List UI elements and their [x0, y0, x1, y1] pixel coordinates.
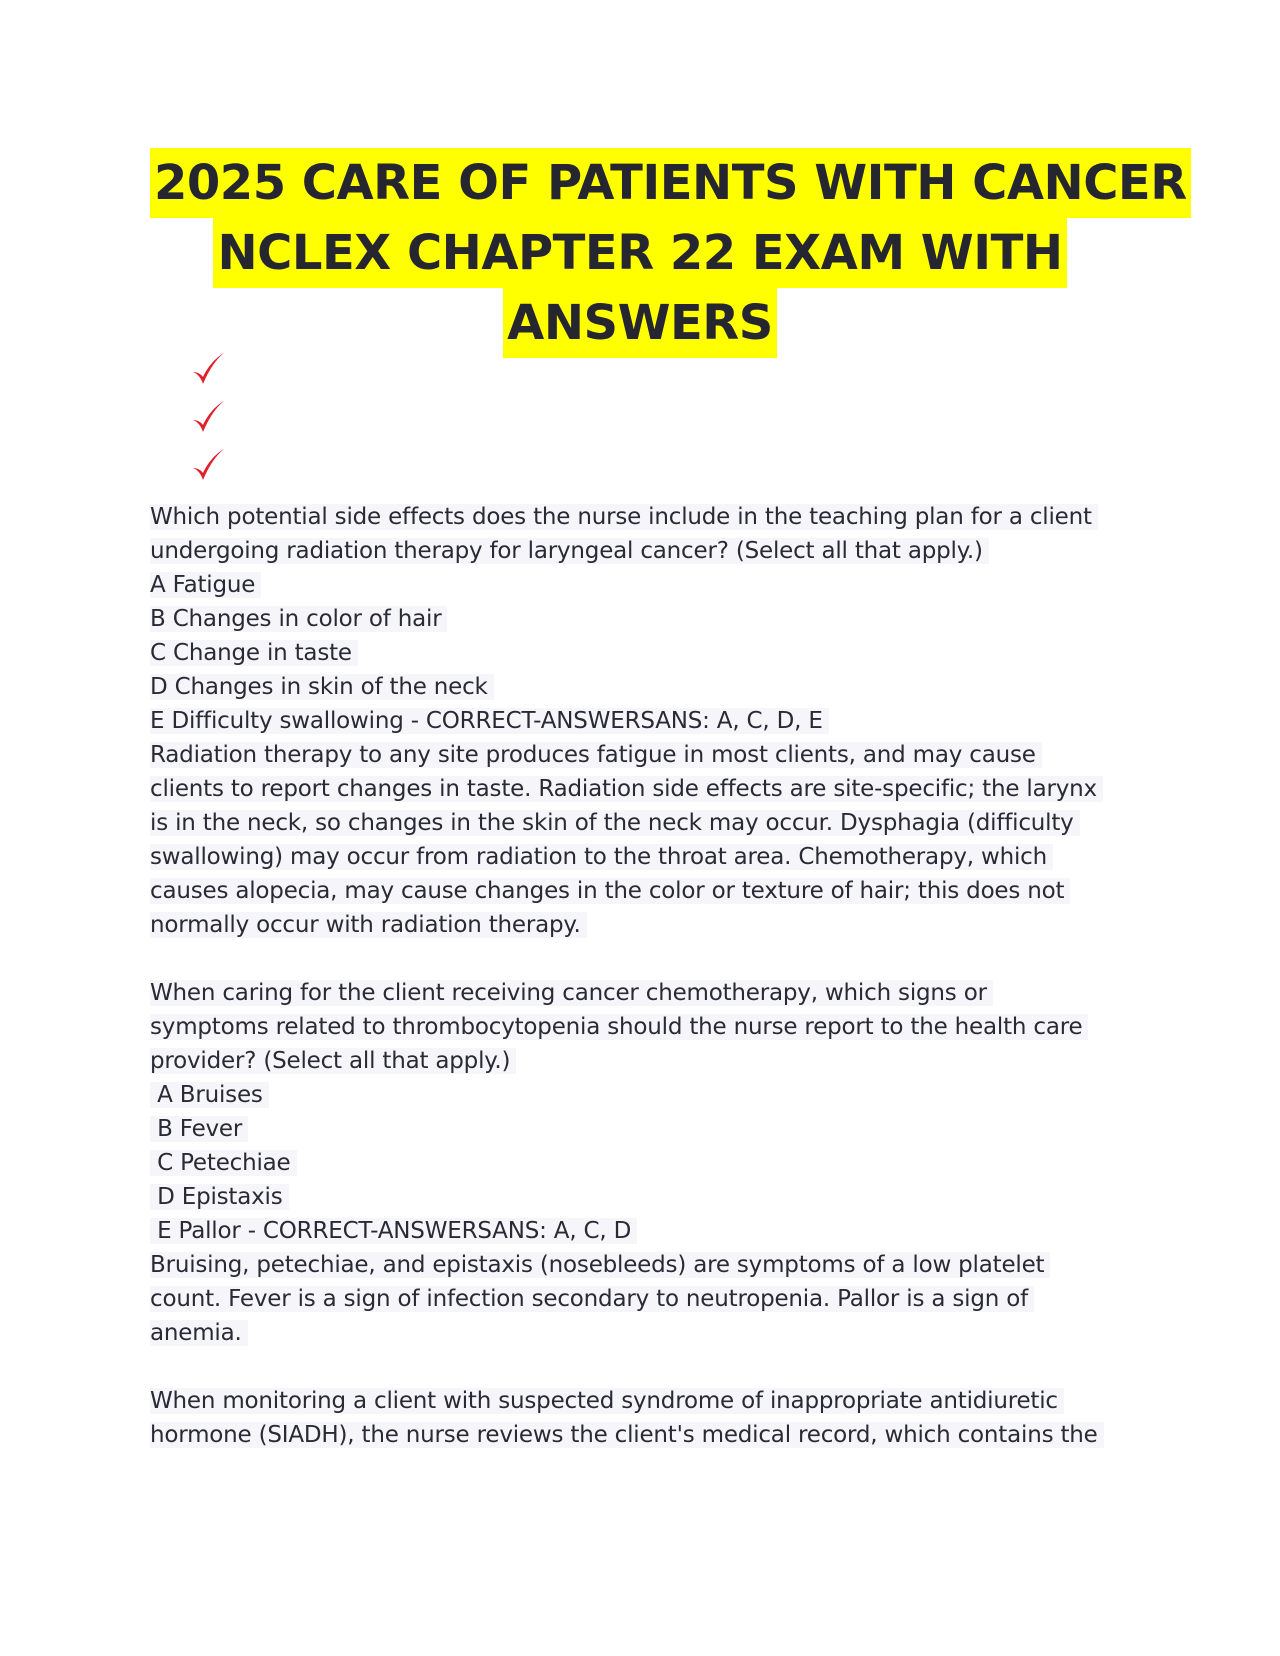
question-text: undergoing radiation therapy for laryngeal cancer? (Select all that apply.): [150, 538, 989, 564]
question-text: When caring for the client receiving cancer chemotherapy, which signs or: [150, 980, 993, 1006]
answer-option: A Fatigue: [150, 572, 261, 598]
title-line-3: ANSWERS: [503, 288, 777, 358]
answer-option: D Changes in skin of the neck: [150, 674, 494, 700]
answer-option: B Changes in color of hair: [150, 606, 447, 632]
rationale-text: Bruising, petechiae, and epistaxis (nosebleeds) are symptoms of a low platelet: [150, 1252, 1050, 1278]
title-line-1: 2025 CARE OF PATIENTS WITH CANCER: [150, 148, 1191, 218]
rationale-text: count. Fever is a sign of infection secondary to neutropenia. Pallor is a sign of: [150, 1286, 1034, 1312]
answer-option: D Epistaxis: [150, 1184, 289, 1210]
document-body: [150, 500, 1140, 1452]
rationale-text: normally occur with radiation therapy.: [150, 912, 587, 938]
checkmark-icon: [190, 446, 226, 486]
answer-option: B Fever: [150, 1116, 248, 1142]
question-text: When monitoring a client with suspected syndrome of inappropriate antidiuretic: [150, 1388, 1064, 1414]
rationale-text: clients to report changes in taste. Radiation side effects are site-specific; the larynx: [150, 776, 1103, 802]
question-3: [150, 1384, 1140, 1452]
checkmark-icon: [190, 350, 226, 390]
answer-option: A Bruises: [150, 1082, 269, 1108]
checkmark-icon: [190, 398, 226, 438]
answer-option-with-key: E Difficulty swallowing - CORRECT-ANSWERSANS: A, C, D, E: [150, 708, 829, 734]
answer-option: C Change in taste: [150, 640, 358, 666]
question-1: [150, 500, 1140, 942]
document-title: [150, 148, 1187, 358]
checkmark-list: [190, 350, 226, 494]
rationale-text: is in the neck, so changes in the skin of the neck may occur. Dysphagia (difficulty: [150, 810, 1080, 836]
rationale-text: anemia.: [150, 1320, 248, 1346]
rationale-text: Radiation therapy to any site produces fatigue in most clients, and may cause: [150, 742, 1042, 768]
title-line-2: NCLEX CHAPTER 22 EXAM WITH: [213, 218, 1066, 288]
answer-option-with-key: E Pallor - CORRECT-ANSWERSANS: A, C, D: [150, 1218, 637, 1244]
question-text: hormone (SIADH), the nurse reviews the client's medical record, which contains the: [150, 1422, 1104, 1448]
question-text: symptoms related to thrombocytopenia should the nurse report to the health care: [150, 1014, 1088, 1040]
question-text: provider? (Select all that apply.): [150, 1048, 516, 1074]
answer-option: C Petechiae: [150, 1150, 297, 1176]
question-text: Which potential side effects does the nurse include in the teaching plan for a client: [150, 504, 1098, 530]
question-2: [150, 976, 1140, 1350]
paragraph-gap: [150, 1350, 1140, 1384]
rationale-text: causes alopecia, may cause changes in the color or texture of hair; this does not: [150, 878, 1070, 904]
rationale-text: swallowing) may occur from radiation to the throat area. Chemotherapy, which: [150, 844, 1053, 870]
paragraph-gap: [150, 942, 1140, 976]
